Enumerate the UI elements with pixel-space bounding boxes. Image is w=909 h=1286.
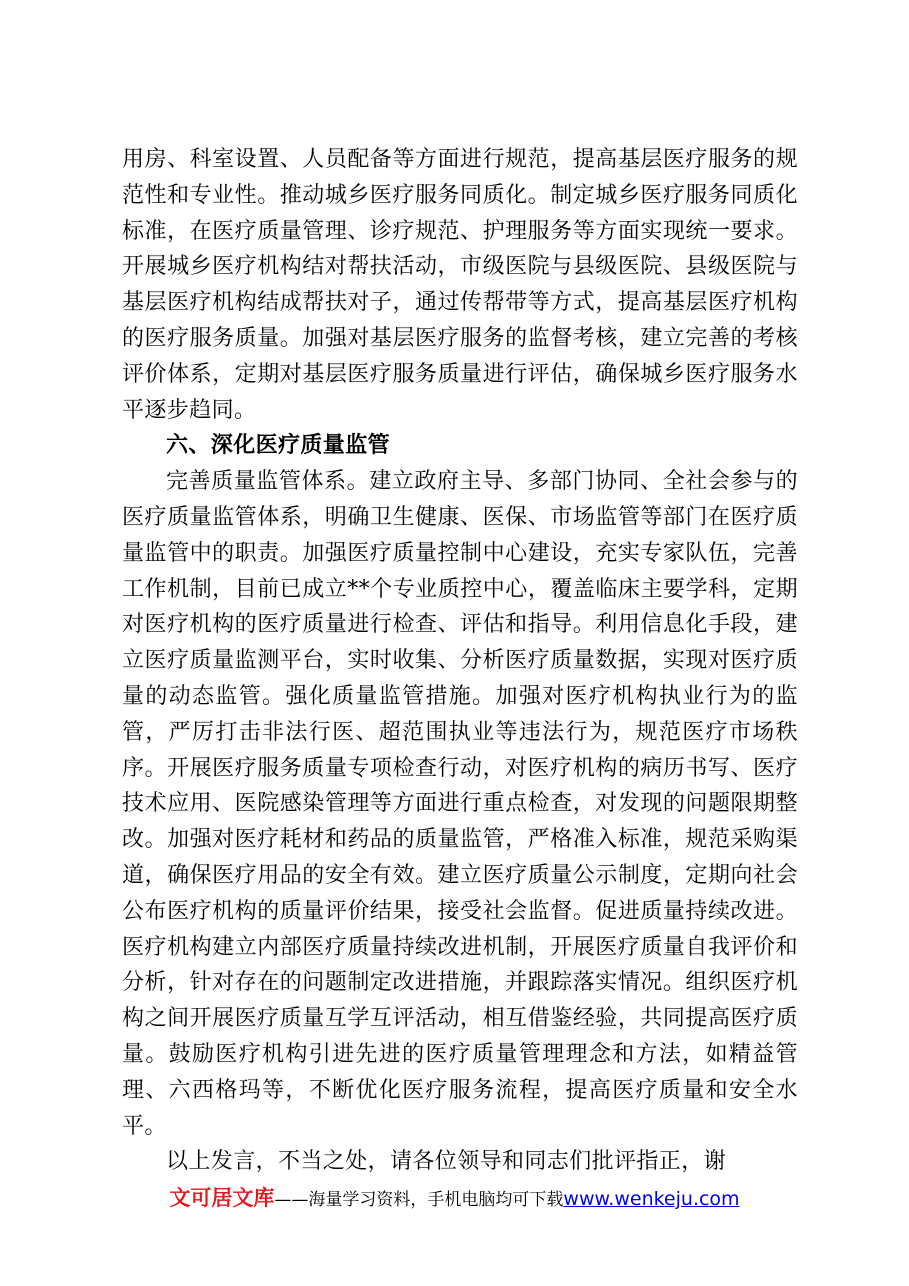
paragraph-quality-supervision: 完善质量监管体系。建立政府主导、多部门协同、全社会参与的医疗质量监管体系，明确卫生健康、医保、市场监管等部门在医疗质量监管中的职责。加强医疗质量控制中心建设，充实专家队伍，完善工作机制，目前已成立**个专业质控中心，覆盖临床主要学科，定期对医疗机构的医疗质量进行检查、评估和指导。利用信息化手段，建立医疗质量监测平台，实时收集、分析医疗质量数据，实现对医疗质量的动态监管。强化质量监管措施。加强对医疗机构执业行为的监管，严厉打击非法行医、超范围执业等违法行为，规范医疗市场秩序。开展医疗服务质量专项检查行动，对医疗机构的病历书写、医疗技术应用、医院感染管理等方面进行重点检查，对发现的问题限期整改。加强对医疗耗材和药品的质量监管，严格准入标准，规范采购渠道，确保医疗用品的安全有效。建立医疗质量公示制度，定期向社会公布医疗机构的质量评价结果，接受社会监督。促进质量持续改进。医疗机构建立内部医疗质量持续改进机制，开展医疗质量自我评价和分析，针对存在的问题制定改进措施，并跟踪落实情况。组织医疗机构之间开展医疗质量互学互评活动，相互借鉴经验，共同提高医疗质量。鼓励医疗机构引进先进的医疗质量管理理念和方法，如精益管理、六西格玛等，不断优化医疗服务流程，提高医疗质量和安全水平。 [122,469,798,1139]
paragraph-closing: 以上发言，不当之处，请各位领导和同志们批评指正，谢 [166,1149,727,1175]
paragraph-continuation: 用房、科室设置、人员配备等方面进行规范，提高基层医疗服务的规范性和专业性。推动城乡医疗服务同质化。制定城乡医疗服务同质化标准，在医疗质量管理、诊疗规范、护理服务等方面实现统一要求。开展城乡医疗机构结对帮扶活动，市级医院与县级医院、县级医院与基层医疗机构结成帮扶对子，通过传帮带等方式，提高基层医疗机构的医疗服务质量。加强对基层医疗服务的监督考核，建立完善的考核评价体系，定期对基层医疗服务质量进行评估，确保城乡医疗服务水平逐步趋同。 [122,147,798,423]
footer-site-link[interactable]: www.wenkeju.com [563,1188,740,1210]
footer-tagline: ——海量学习资料，手机电脑均可下载 [274,1190,564,1210]
section-heading: 六、深化医疗质量监管 [166,433,391,459]
footer-brand: 文可居文库 [169,1186,275,1210]
document-body [122,142,798,1180]
page-footer [0,1182,909,1212]
